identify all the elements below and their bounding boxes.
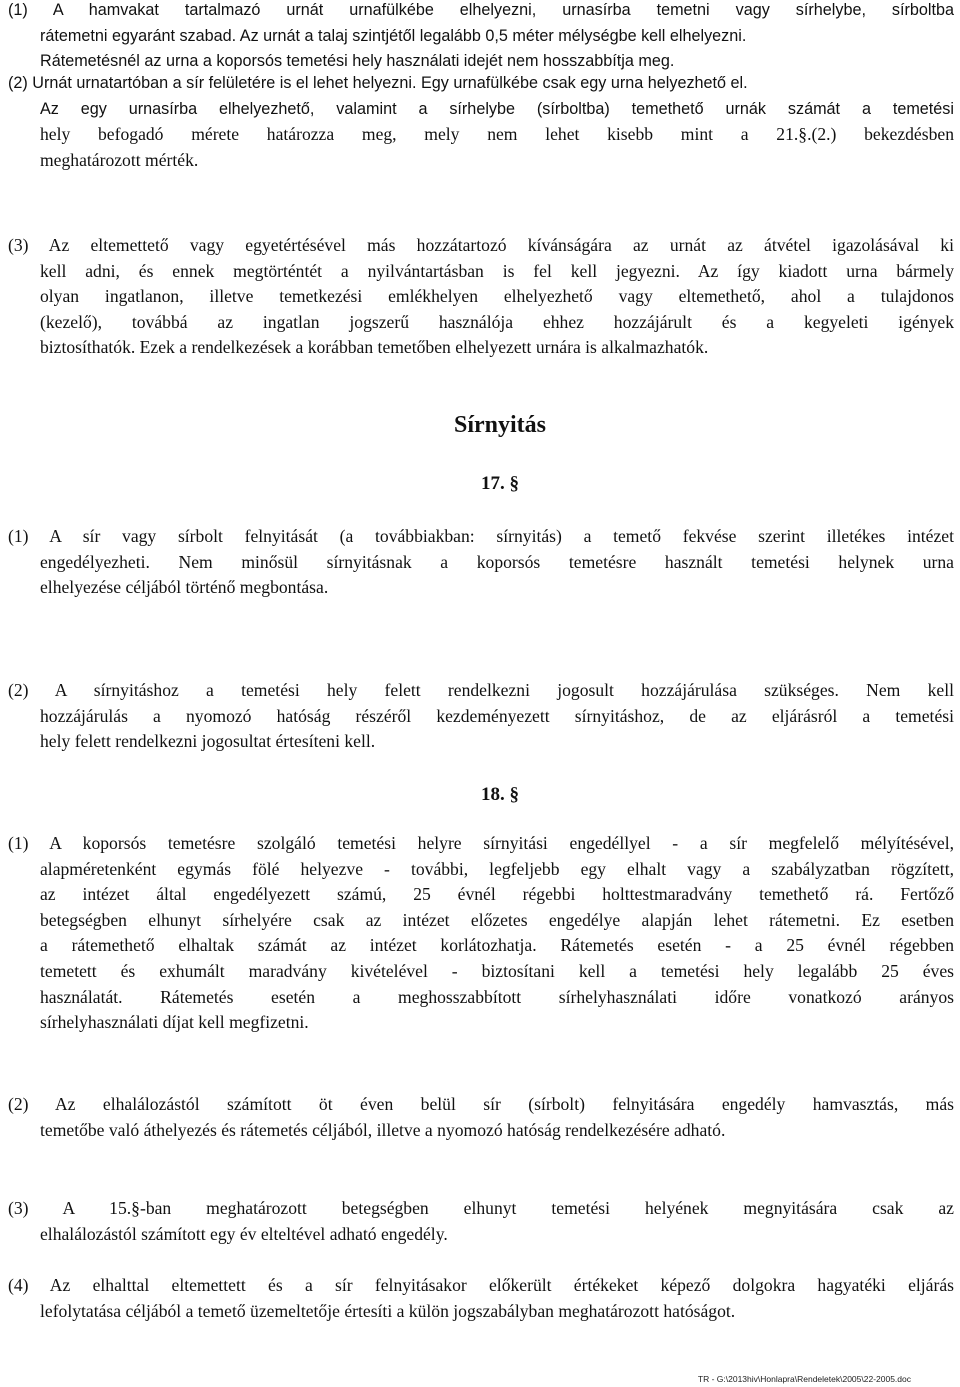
section-number-18: 18. §	[481, 784, 519, 805]
text-line: elhelyezése céljából történő megbontása.	[40, 577, 329, 598]
text-line: (4) Az elhalttal eltemettett és a sír felnyitásakor előkerült értékeket képező dolgokra hagyatéki eljárás	[8, 1275, 954, 1295]
paragraph-16-3	[8, 233, 954, 361]
text-line: Rátemetésnél az urna a koporsós temetési hely használati idejét nem hosszabbítja meg.	[40, 52, 675, 71]
text-line: alapméretenként egymás fölé helyezve - további, legfeljebb egy elhalt vagy a szabályzatban rögzített,	[40, 858, 954, 879]
text-line: az intézet által engedélyezett számú, 25 évnél régebbi holttestmaradvány temethető rá. Fertőző	[40, 884, 954, 905]
paragraph-18-3	[8, 1196, 954, 1247]
text-line: temetőbe való áthelyezés és rátemetés céljából, illetve a nyomozó hatóság rendelkezésére adható.	[40, 1119, 726, 1140]
text-line: lefolytatása céljából a temető üzemeltetője értesíti a külön jogszabályban meghatározott hatóságot.	[40, 1300, 736, 1321]
text-line: biztosíthatók. Ezek a rendelkezések a korábban temetőben elhelyezett urnára is alkalmazhatók.	[40, 337, 709, 358]
text-line: betegségben elhunyt sírhelyére csak az intézet előzetes engedélye alapján lehet rátemetni. Ez esetben	[40, 909, 954, 930]
text-line: használatát. Rátemetés esetén a meghosszabbított sírhelyhasználati időre vonatkozó arányos	[40, 986, 954, 1007]
section-title: Sírnyitás	[453, 412, 546, 438]
text-line: (2) Az elhalálozástól számított öt éven belül sír (sírbolt) felnyitására engedély hamvasztás, más	[8, 1094, 954, 1114]
paragraph-18-4	[8, 1273, 954, 1324]
paragraph-17-2	[8, 678, 954, 755]
paragraph-18-2	[8, 1092, 954, 1143]
text-line: engedélyezheti. Nem minősül sírnyitásnak a koporsós temetésre használt temetési helynek urna	[40, 551, 954, 572]
text-line: hozzájárulás a nyomozó hatóság részéről kezdeményezett sírnyitáshoz, de az eljárásról a temetési	[40, 705, 954, 726]
text-line: Az egy urnasírba elhelyezhető, valamint a sírhelybe (sírboltba) temethető urnák számát a temetési	[40, 99, 954, 118]
text-line: (1) A hamvakat tartalmazó urnát urnafülkébe elhelyezni, urnasírba temetni vagy sírhelybe, sírboltba	[8, 1, 954, 19]
text-line: (3) A 15.§-ban meghatározott betegségben elhunyt temetési helyének megnyitására csak az	[8, 1198, 954, 1218]
text-line: a rátemethető elhaltak számát az intézet korlátozhatja. Rátemetés esetén - a 25 évnél régebben	[40, 935, 954, 956]
paragraph-16-2	[8, 71, 954, 173]
text-line: hely befogadó mérete határozza meg, mely nem lehet kisebb mint a 21.§.(2.) bekezdésben	[40, 124, 954, 145]
footer-file-path: TR - G:\2013hiv\Honlapra\Rendeletek\2005\22-2005.doc	[697, 1374, 911, 1384]
section-number-17: 17. §	[481, 473, 519, 494]
paragraph-17-1	[8, 524, 954, 601]
text-line: (kezelő), továbbá az ingatlan jogszerű használója ehhez hozzájárult és a kegyeleti igények	[40, 311, 954, 332]
text-line: (2) Urnát urnatartóban a sír felületére is el lehet helyezni. Egy urnafülkébe csak egy urna helyezhető el.	[8, 74, 748, 92]
text-line: (1) A sír vagy sírbolt felnyitását (a továbbiakban: sírnyitás) a temető fekvése szerint illetékes intézet	[8, 526, 954, 546]
text-line: (1) A koporsós temetésre szolgáló temetési helyre sírnyitási engedéllyel - a sír megfelelő mélyítésével,	[8, 833, 954, 853]
text-line: temetett és exhumált maradvány kivételével - biztosítani kell a temetési hely legalább 25 éves	[40, 960, 954, 981]
text-line: (3) Az eltemettető vagy egyetértésével más hozzátartozó kívánságára az urnát az átvétel igazolásával ki	[8, 235, 954, 255]
text-line: olyan ingatlanon, illetve temetkezési emlékhelyen elhelyezhető vagy eltemethető, ahol a tulajdonos	[40, 286, 954, 307]
paragraph-16-1	[8, 0, 954, 75]
paragraph-18-1	[8, 831, 954, 1036]
text-line: sírhelyhasználati díjat kell megfizetni.	[40, 1012, 309, 1033]
text-line: elhalálozástól számított egy év elteltével adható engedély.	[40, 1223, 448, 1244]
text-line: meghatározott mérték.	[40, 149, 199, 170]
text-line: hely felett rendelkezni jogosultat értesíteni kell.	[40, 731, 376, 752]
text-line: (2) A sírnyitáshoz a temetési hely felett rendelkezni jogosult hozzájárulása szükséges. Nem kell	[8, 680, 954, 700]
text-line: kell adni, és ennek megtörténtét a nyilvántartásban is fel kell jegyezni. Az így kiadott urna bármely	[40, 260, 954, 281]
text-line: rátemetni egyaránt szabad. Az urnát a talaj szintjétől legalább 0,5 méter mélységbe kell elhelyezni.	[40, 26, 747, 45]
